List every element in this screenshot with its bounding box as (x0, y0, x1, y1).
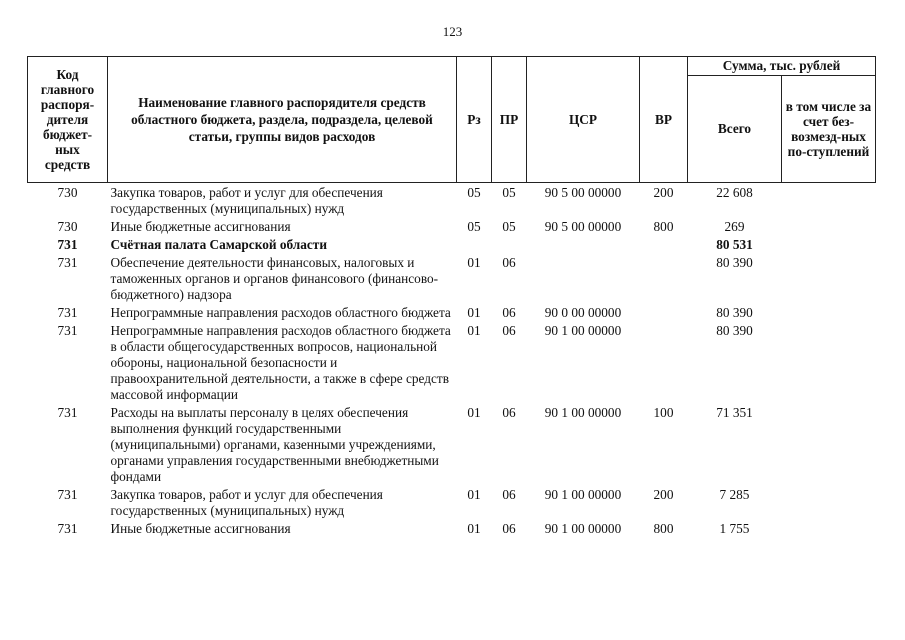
header-name: Наименование главного распорядителя средств областного бюджета, раздела, подраздела, целевой статьи, группы видов расходов (108, 57, 457, 183)
row-rz: 05 (467, 185, 481, 200)
header-vr: ВР (640, 57, 688, 183)
row-pr: 06 (502, 487, 516, 502)
row-name: Иные бюджетные ассигнования (110, 521, 291, 536)
table-row (28, 520, 876, 538)
table-header (28, 57, 876, 183)
row-pr: 05 (502, 219, 516, 234)
row-vr: 800 (653, 219, 674, 234)
row-pr: 06 (502, 405, 516, 420)
row-free (782, 218, 876, 236)
row-csr: 90 1 00 00000 (544, 405, 622, 420)
row-vr: 100 (653, 405, 674, 420)
row-rz: 01 (467, 323, 481, 338)
row-code: 730 (57, 219, 78, 234)
row-csr: 90 1 00 00000 (544, 487, 622, 502)
row-rz: 05 (467, 219, 481, 234)
row-csr: 90 1 00 00000 (544, 521, 622, 536)
row-code: 731 (57, 405, 78, 420)
row-vr (640, 254, 688, 304)
row-total: 269 (724, 219, 745, 234)
row-pr: 06 (502, 255, 516, 270)
row-pr: 06 (502, 305, 516, 320)
row-total: 80 390 (716, 323, 753, 338)
row-csr (527, 236, 640, 254)
table-row (28, 254, 876, 304)
row-vr (640, 304, 688, 322)
row-free (782, 254, 876, 304)
table-row (28, 236, 876, 254)
row-free (782, 404, 876, 486)
row-total: 1 755 (719, 521, 750, 536)
header-pr: ПР (492, 57, 527, 183)
budget-table (27, 56, 876, 538)
row-pr (492, 236, 527, 254)
header-csr: ЦСР (527, 57, 640, 183)
row-code: 731 (57, 305, 78, 320)
row-total: 80 390 (716, 305, 753, 320)
row-total: 71 351 (716, 405, 753, 420)
row-rz: 01 (467, 255, 481, 270)
row-code: 731 (57, 237, 78, 252)
row-rz (457, 236, 492, 254)
row-name: Закупка товаров, работ и услуг для обеспечения государственных (муниципальных) нужд (110, 487, 383, 518)
header-code: Код главного распоря-дителя бюджет-ных средств (28, 57, 108, 183)
row-csr: 90 5 00 00000 (544, 185, 622, 200)
row-total: 22 608 (716, 185, 753, 200)
row-name: Иные бюджетные ассигнования (110, 219, 291, 234)
row-code: 730 (57, 185, 78, 200)
row-code: 731 (57, 255, 78, 270)
page-number: 123 (442, 24, 463, 39)
row-vr (640, 236, 688, 254)
row-vr: 200 (653, 185, 674, 200)
row-csr: 90 1 00 00000 (544, 323, 622, 338)
row-rz: 01 (467, 487, 481, 502)
header-total: Всего (688, 76, 782, 183)
row-vr: 200 (653, 487, 674, 502)
table-row (28, 304, 876, 322)
table-body (28, 183, 876, 539)
row-code: 731 (57, 487, 78, 502)
header-free: в том числе за счет без-возмезд-ных по-ступлений (782, 76, 876, 183)
row-name: Расходы на выплаты персоналу в целях обеспечения выполнения функций государственными (муниципальными) органами, казенными учреждениями, органами управления государственными внебюджетными фондами (110, 405, 439, 484)
row-rz: 01 (467, 521, 481, 536)
row-total: 80 390 (716, 255, 753, 270)
row-csr (527, 254, 640, 304)
row-name: Непрограммные направления расходов областного бюджета в области общегосударственных вопросов, национальной обороны, национальной безопасности и правоохранительной деятельности, а также в сфере средств массовой информации (110, 323, 451, 402)
row-name: Счётная палата Самарской области (110, 237, 327, 252)
row-csr: 90 5 00 00000 (544, 219, 622, 234)
row-free (782, 322, 876, 404)
table-row (28, 486, 876, 520)
row-pr: 06 (502, 323, 516, 338)
row-name: Непрограммные направления расходов областного бюджета (110, 305, 451, 320)
row-vr (640, 322, 688, 404)
row-rz: 01 (467, 305, 481, 320)
row-name: Закупка товаров, работ и услуг для обеспечения государственных (муниципальных) нужд (110, 185, 383, 216)
row-pr: 05 (502, 185, 516, 200)
row-free (782, 520, 876, 538)
row-name: Обеспечение деятельности финансовых, налоговых и таможенных органов и органов финансового (финансово-бюджетного) надзора (110, 255, 439, 302)
row-free (782, 304, 876, 322)
table-row (28, 183, 876, 219)
row-rz: 01 (467, 405, 481, 420)
header-rz: Рз (457, 57, 492, 183)
row-free (782, 183, 876, 219)
row-code: 731 (57, 521, 78, 536)
row-free (782, 236, 876, 254)
row-vr: 800 (653, 521, 674, 536)
header-sum: Сумма, тыс. рублей (688, 57, 876, 76)
row-pr: 06 (502, 521, 516, 536)
table-row (28, 322, 876, 404)
table-row (28, 404, 876, 486)
row-total: 7 285 (719, 487, 750, 502)
row-code: 731 (57, 323, 78, 338)
row-csr: 90 0 00 00000 (544, 305, 622, 320)
row-free (782, 486, 876, 520)
table-row (28, 218, 876, 236)
row-total: 80 531 (716, 237, 753, 252)
